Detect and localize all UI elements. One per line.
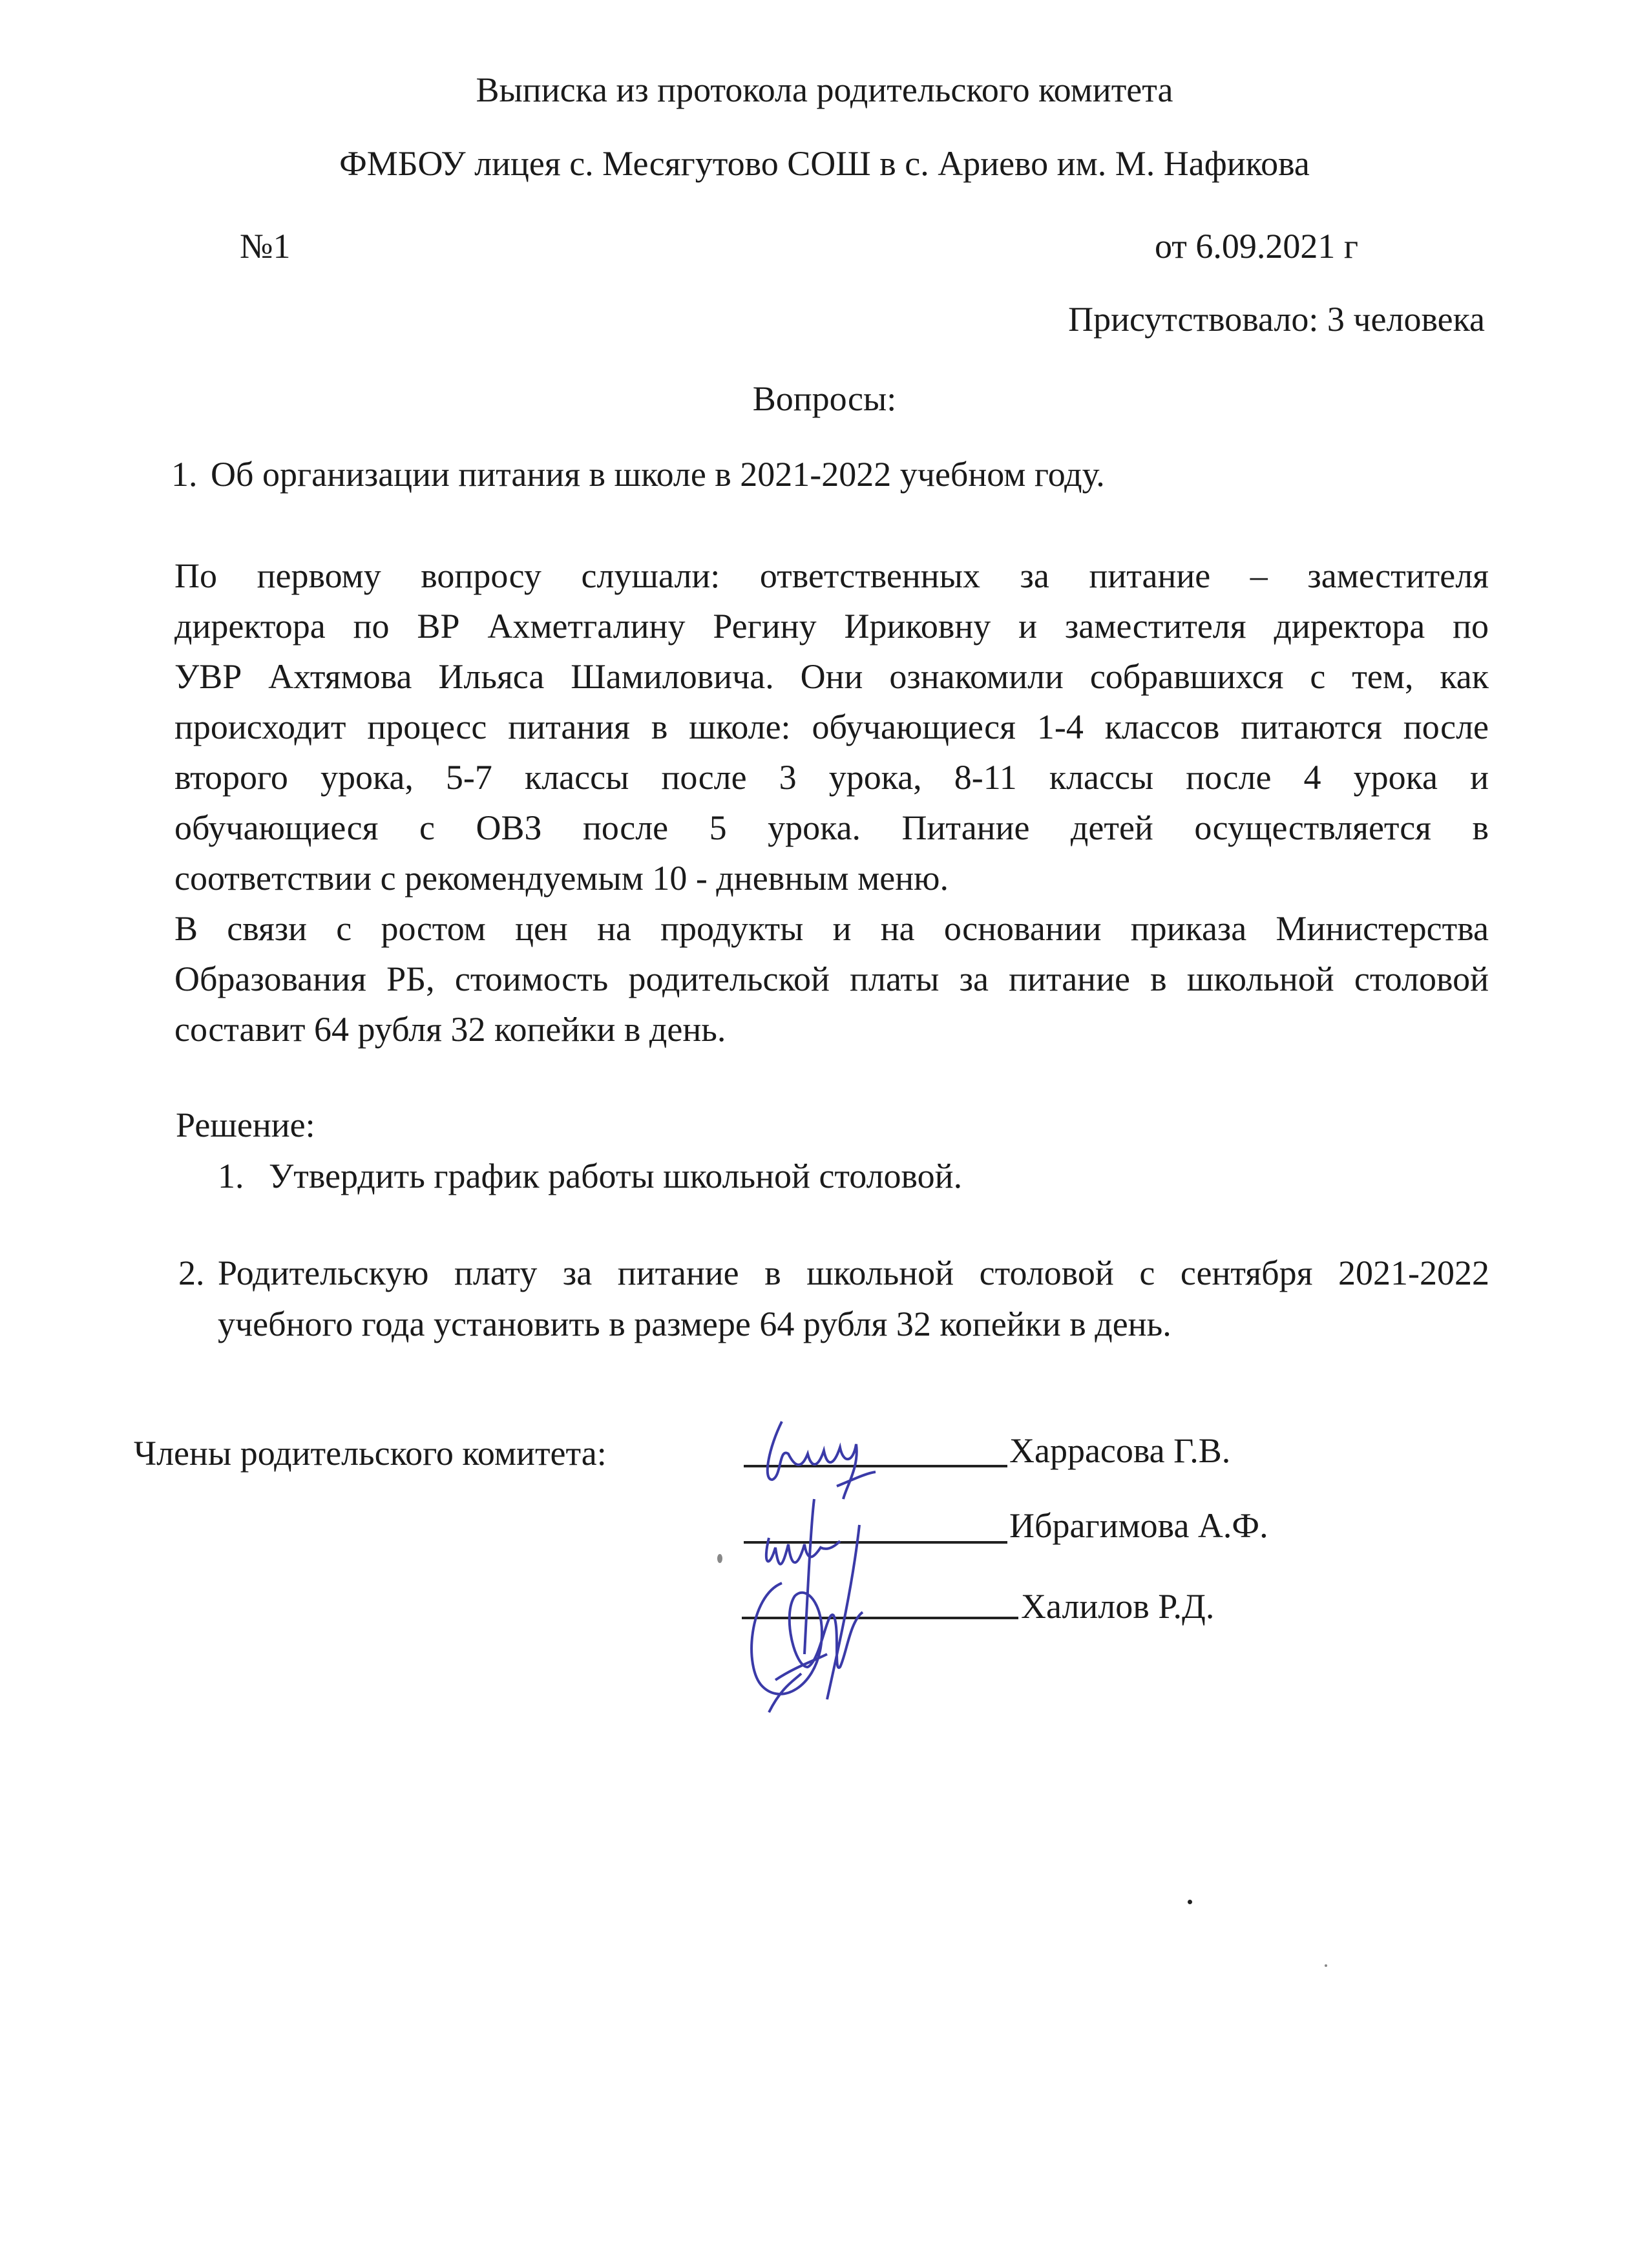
paragraph-line: соответствии с рекомендуемым 10 - дневным меню.	[174, 859, 949, 898]
paragraph-line: В связи с ростом цен на продукты и на основании приказа Министерства	[174, 909, 1489, 948]
decision-number: 1.	[218, 1157, 244, 1195]
decision-text: Родительскую плату за питание в школьной столовой с сентября 2021-2022	[218, 1254, 1489, 1292]
questions-heading: Вопросы:	[752, 379, 897, 418]
scan-speck	[1188, 1900, 1192, 1904]
question-text: Об организации питания в школе в 2021-2022 учебном году.	[211, 455, 1105, 494]
attendance: Присутствовало: 3 человека	[1068, 300, 1485, 339]
paragraph-line: УВР Ахтямова Ильяса Шамиловича. Они ознакомили собравшихся с тем, как	[174, 657, 1489, 696]
paragraph-line: составит 64 рубля 32 копейки в день.	[174, 1010, 726, 1049]
scan-speck	[1325, 1964, 1327, 1967]
paragraph-line: директора по ВР Ахметгалину Регину Ириковну и заместителя директора по	[174, 607, 1489, 646]
signature-khalilov	[737, 1557, 930, 1751]
member-name: Халилов Р.Д.	[1021, 1587, 1215, 1626]
paragraph-line: второго урока, 5-7 классы после 3 урока, 8-11 классы после 4 урока и	[174, 758, 1489, 797]
decision-text: учебного года установить в размере 64 рубля 32 копейки в день.	[218, 1305, 1171, 1343]
paragraph-line: Образования РБ, стоимость родительской платы за питание в школьной столовой	[174, 960, 1489, 998]
paragraph-line: По первому вопросу слушали: ответственных за питание – заместителя	[174, 556, 1489, 595]
document-title: Выписка из протокола родительского комитета	[476, 70, 1173, 109]
decision-heading: Решение:	[176, 1106, 315, 1144]
scan-speck	[717, 1554, 722, 1563]
paragraph-line: обучающиеся с ОВЗ после 5 урока. Питание детей осуществляется в	[174, 808, 1489, 847]
protocol-number: №1	[240, 227, 291, 266]
member-name: Ибрагимова А.Ф.	[1009, 1506, 1268, 1545]
protocol-date: от 6.09.2021 г	[1154, 227, 1358, 266]
question-number: 1.	[171, 455, 198, 494]
decision-text: Утвердить график работы школьной столовой.	[269, 1157, 963, 1195]
organization-name: ФМБОУ лицея с. Месягутово СОШ в с. Ариево им. М. Нафикова	[339, 144, 1310, 183]
member-name: Харрасова Г.В.	[1009, 1431, 1231, 1470]
paragraph-line: происходит процесс питания в школе: обучающиеся 1-4 классов питаются после	[174, 708, 1489, 746]
committee-label: Члены родительского комитета:	[134, 1434, 607, 1473]
decision-number: 2.	[178, 1254, 205, 1292]
